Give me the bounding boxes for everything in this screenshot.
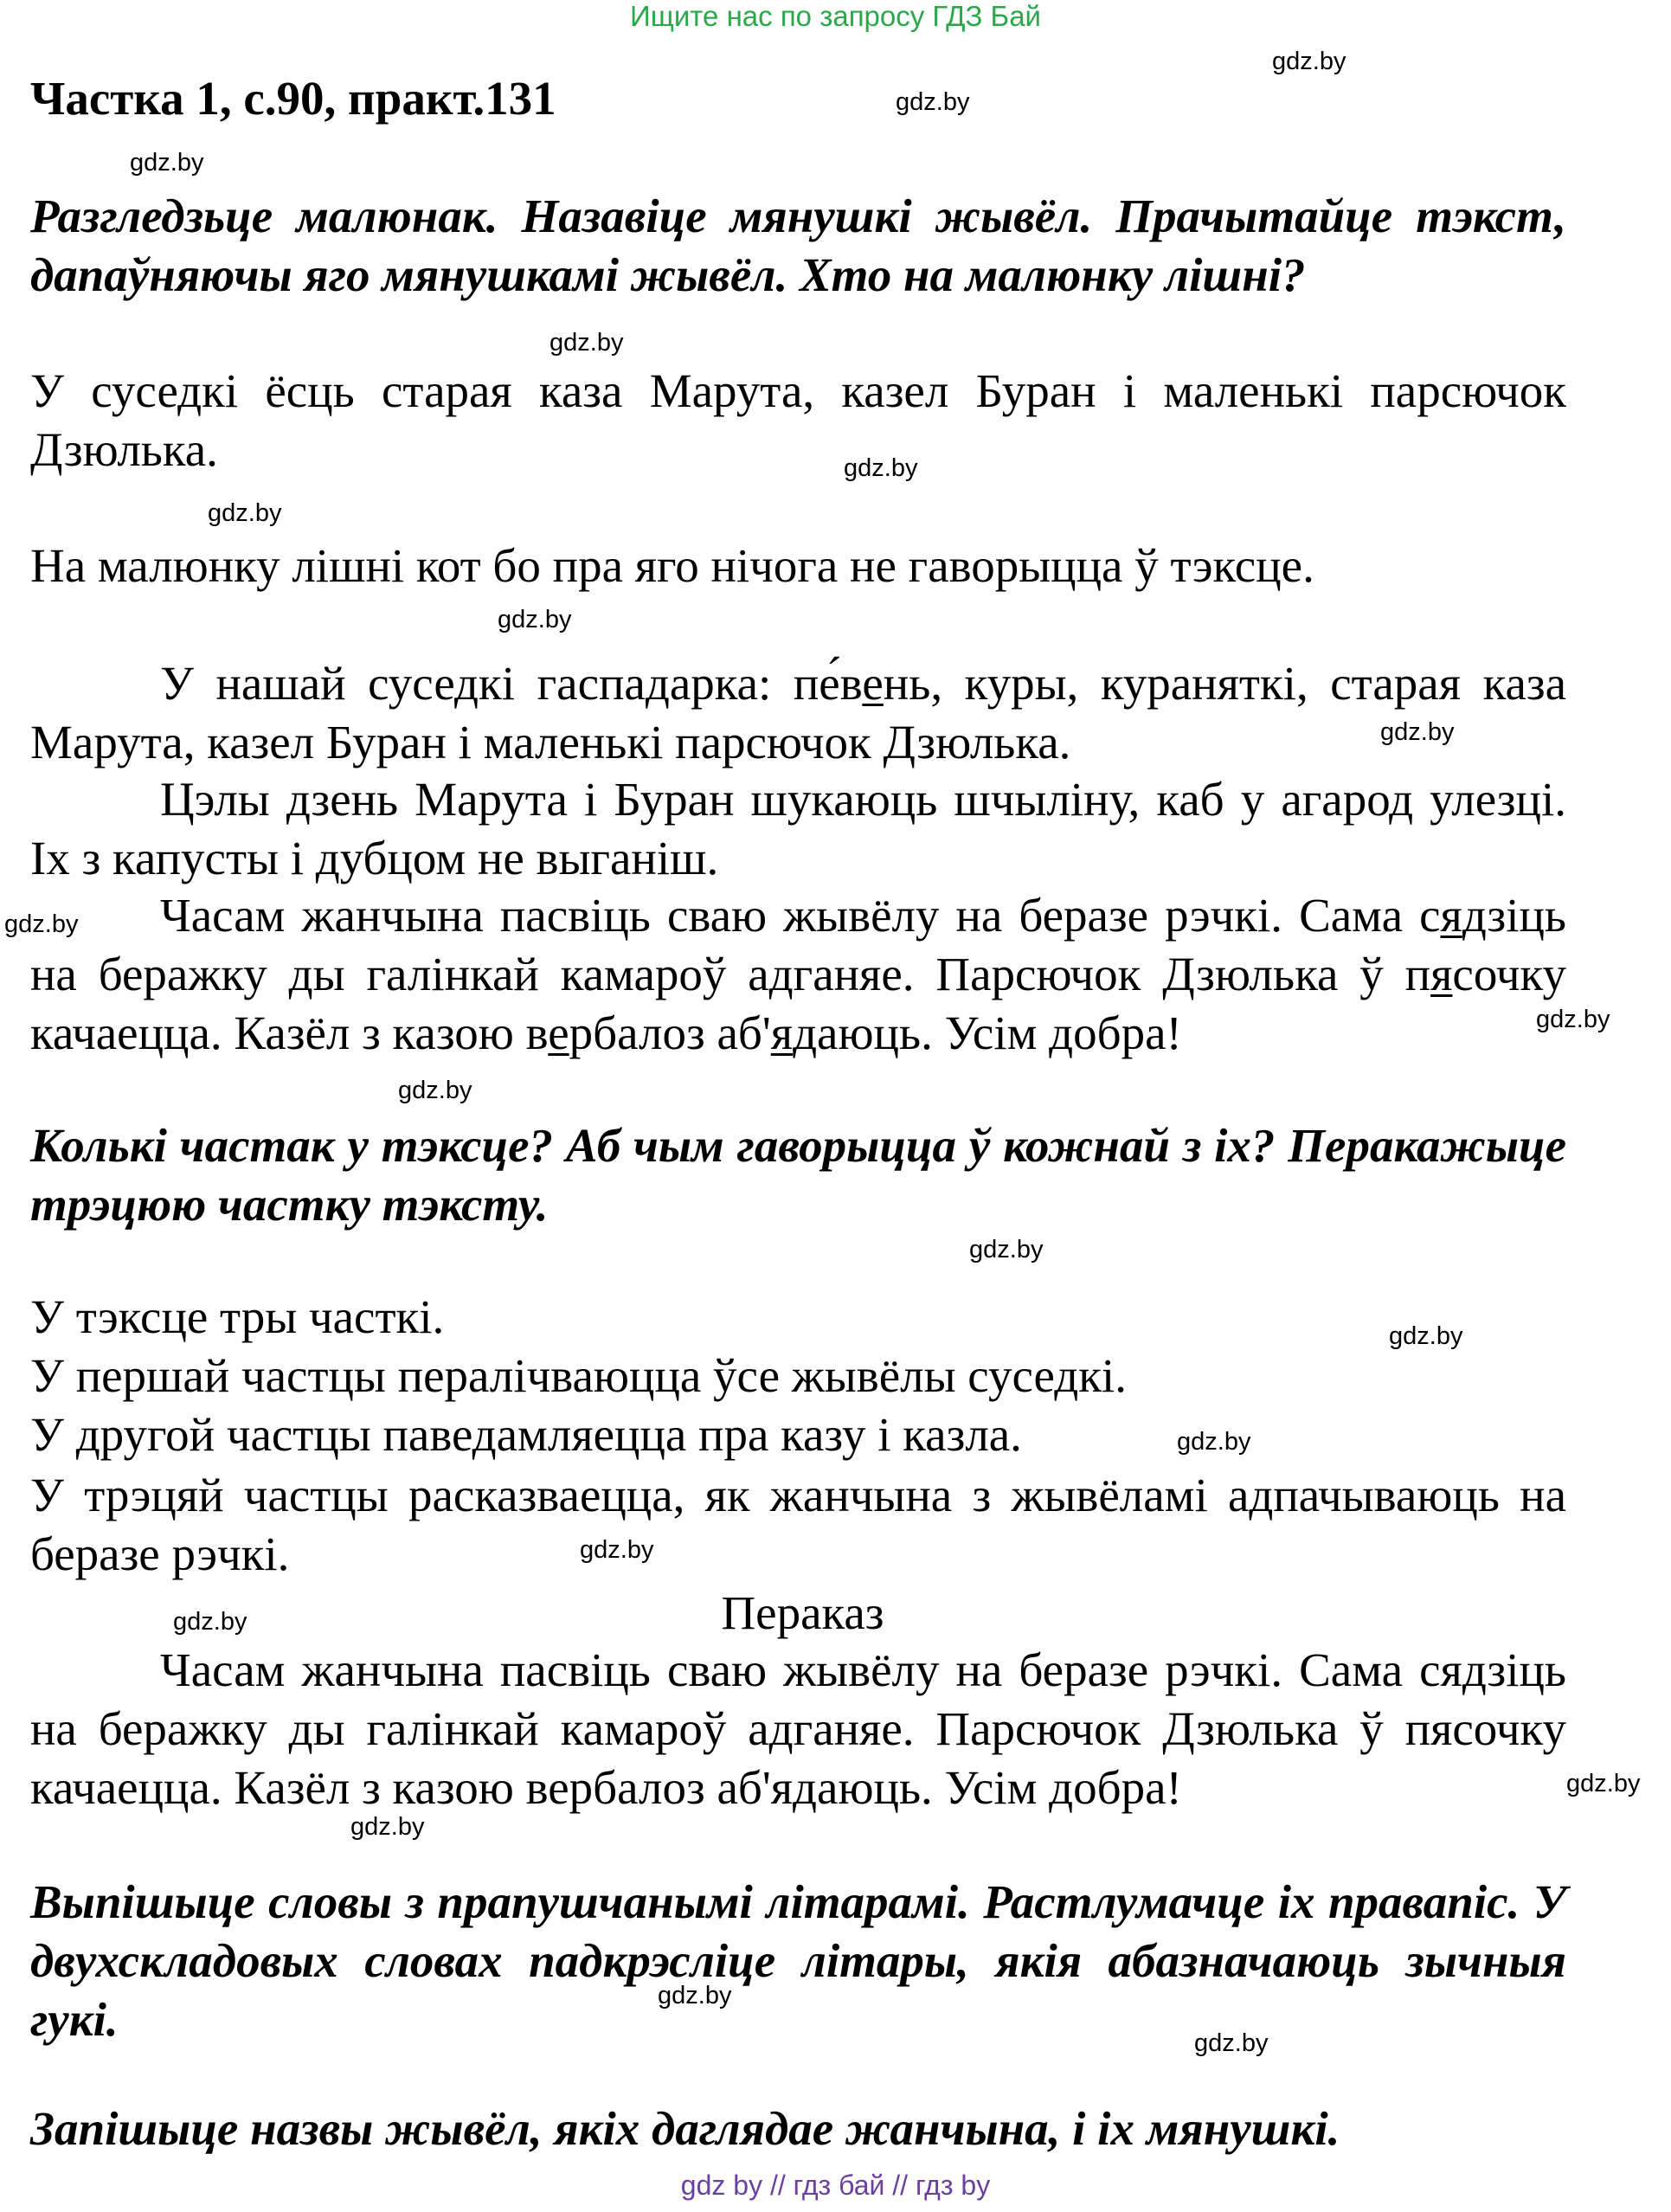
answer-line: У першай частцы пералічваюцца ўсе жывёлы суседкі. [30, 1349, 1127, 1402]
watermark: gdz.by [550, 329, 624, 357]
answer-line: У другой частцы паведамляецца пра казу і казла. [30, 1408, 1022, 1461]
watermark: gdz.by [1380, 718, 1455, 746]
watermark: gdz.by [844, 454, 918, 482]
answer-line: У тэксце тры часткі. [30, 1290, 445, 1343]
watermark: gdz.by [173, 1608, 247, 1636]
watermark: gdz.by [580, 1536, 654, 1564]
text-paragraph: У нашай суседкі гаспадарка: пе́вень, куры, кураняткі, старая каза Марута, казел Буран і маленькі парсючок Дзюлька. [30, 657, 1567, 768]
retell-heading: Пераказ [721, 1586, 884, 1639]
watermark: gdz.by [1272, 48, 1346, 75]
search-banner: Ищите нас по запросу ГДЗ Бай [630, 0, 1041, 32]
text-paragraph: Часам жанчына пасвіць сваю жывёлу на беразе рэчкі. Сама сядзіць на беражку ды галінкай камароў адганяе. Парсючок Дзюлька ў пясочку качаецца. Казёл з казою вербалоз аб'ядаюць. Усім добра! [30, 889, 1566, 1059]
watermark: gdz.by [4, 910, 79, 938]
watermark: gdz.by [658, 1982, 732, 2009]
page-title: Частка 1, с.90, практ.131 [30, 72, 556, 125]
watermark: gdz.by [208, 499, 282, 527]
answer-paragraph: У трэцяй частцы расказваецца, як жанчына з жывёламі адпачываюць на беразе рэчкі. [30, 1469, 1566, 1580]
answer-paragraph: На малюнку лішні кот бо пра яго нічога не гаворыцца ў тэксце. [30, 539, 1314, 592]
watermark: gdz.by [398, 1077, 472, 1104]
watermark: gdz.by [130, 149, 204, 177]
task-instruction: Колькі частак у тэксце? Аб чым гаворыцца ў кожнай з іх? Перакажыце трэцюю частку тэксту. [30, 1119, 1566, 1231]
watermark: gdz.by [350, 1813, 425, 1841]
watermark: gdz.by [1566, 1770, 1641, 1797]
watermark: gdz.by [969, 1236, 1044, 1264]
watermark: gdz.by [498, 606, 572, 633]
text-paragraph: Цэлы дзень Марута і Буран шукаюць шчыліну, каб у агарод улезці. Іх з капусты і дубцом не выганіш. [30, 773, 1566, 884]
watermark: gdz.by [1536, 1006, 1610, 1033]
watermark: gdz.by [896, 88, 970, 116]
task-instruction: Разгледзьце малюнак. Назавіце мянушкі жывёл. Прачытайце тэкст, дапаўняючы яго мянушкамі жывёл. Хто на малюнку лішні? [30, 190, 1566, 301]
watermark: gdz.by [1389, 1322, 1463, 1350]
retell-paragraph: Часам жанчына пасвіць сваю жывёлу на беразе рэчкі. Сама сядзіць на беражку ды галінкай камароў адганяе. Парсючок Дзюлька ў пясочку качаецца. Казёл з казою вербалоз аб'ядаюць. Усім добра! [30, 1643, 1566, 1814]
answer-paragraph: У суседкі ёсць старая каза Марута, казел Буран і маленькі парсючок Дзюлька. [30, 364, 1566, 476]
watermark: gdz.by [1194, 2029, 1269, 2057]
task-instruction: Запішыце назвы жывёл, якіх даглядае жанчына, і іх мянушкі. [30, 2102, 1340, 2155]
watermark: gdz.by [1177, 1428, 1251, 1456]
task-instruction: Выпішыце словы з прапушчанымі літарамі. Растлумачце іх правапіс. У двухскладовых словах падкрэсліце літары, якія абазначаюць зычныя гукі. [30, 1875, 1566, 2046]
footer-watermark: gdz by // гдз бай // гдз by [680, 2170, 991, 2201]
